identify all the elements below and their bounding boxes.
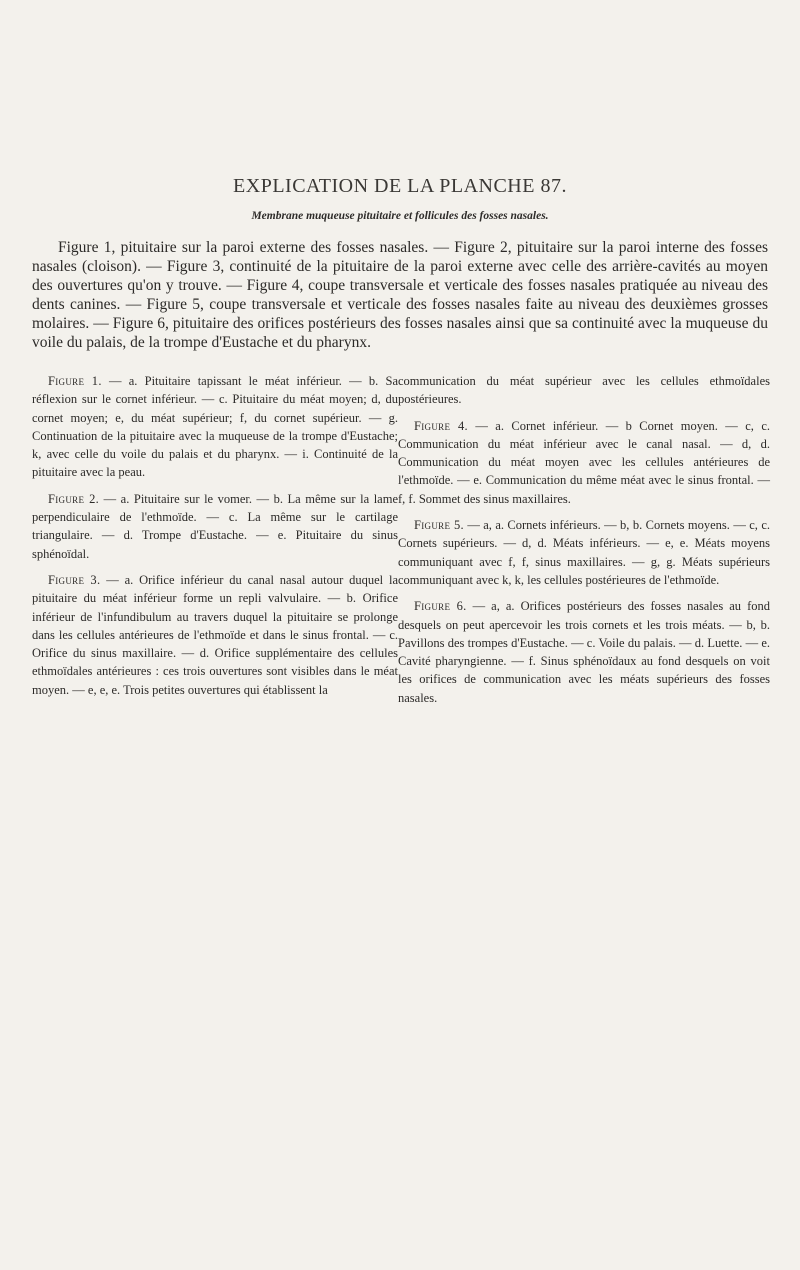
- figure-text: — a, a. Orifices postérieurs des fosses nasales au fond desquels on peut apercevoir les trois cornets et les trois méats. — b, b. Pavillons des trompes d'Eustache. — c. Voile du palais. — d. Luette. — e. Cavité pharyngienne. — f. Sinus sphénoïdaux au fond desquels on voit les orifices de communication avec les méats supérieurs des fosses nasales.: [398, 599, 770, 705]
- figure-text: — a. Cornet inférieur. — b Cornet moyen. — c, c. Communication du méat inférieur avec le canal nasal. — d, d. Communication du méat moyen avec les cellules antérieures de l'ethmoïde. — e. Communication du même méat avec le sinus frontal. — f, f. Sommet des sinus maxillaires.: [398, 418, 770, 506]
- figure-3-legend: [32, 571, 398, 699]
- figure-label: Figure 1.: [48, 374, 102, 388]
- figure-4-legend: [398, 417, 770, 508]
- figure-6-legend: [398, 597, 770, 707]
- figure-1-legend: [32, 372, 398, 482]
- figure-label: Figure 3.: [48, 572, 101, 587]
- figure-text: — a. Pituitaire sur le vomer. — b. La même sur la lame perpendiculaire de l'ethmoïde. — c. La même sur le cartilage triangulaire. — d. Trompe d'Eustache. — e. Pituitaire du sinus sphénoïdal.: [32, 491, 398, 561]
- figure-text: — a, a. Cornets inférieurs. — b, b. Cornets moyens. — c, c. Cornets supérieurs. — d, d. Méats inférieurs. — e, e. Méats moyens communiquant avec f, f, sinus maxillaires. — g, g. Méats supérieurs communiquant avec k, k, les cellules postérieures de l'ethmoïde.: [398, 518, 770, 587]
- figure-label: Figure 4.: [414, 418, 468, 433]
- figure-text: — a. Pituitaire tapissant le méat inférieur. — b. Sa réflexion sur le cornet inférieur. — c. Pituitaire du méat moyen; d, du cornet moyen; e, du méat supérieur; f, du cornet supérieur. — g. Continuation de la pituitaire avec la muqueuse de la trompe d'Eustache; k, avec celle du voile du palais et du pharynx. — i. Continuité de la pituitaire avec la peau.: [32, 374, 398, 480]
- page-subtitle: Membrane muqueuse pituitaire et follicules des fosses nasales.: [251, 210, 549, 222]
- right-column: [398, 372, 770, 715]
- figure-label: Figure 5.: [414, 518, 464, 533]
- intro-paragraph: Figure 1, pituitaire sur la paroi externe des fosses nasales. — Figure 2, pituitaire sur la paroi interne des fosses nasales (cloison). — Figure 3, continuité de la pituitaire de la paroi externe avec celle des arrière-cavités au moyen des ouvertures qu'on y trouve. — Figure 4, coupe transversale et verticale des fosses nasales pratiquée au niveau des dents canines. — Figure 5, coupe transversale et verticale des fosses nasales faite au niveau des deuxièmes grosses molaires. — Figure 6, pituitaire des orifices postérieurs des fosses nasales ainsi que sa continuité avec la muqueuse du voile du palais, de la trompe d'Eustache et du pharynx.: [32, 239, 768, 351]
- figure-label: Figure 2.: [48, 491, 100, 506]
- figure-5-legend: [398, 516, 770, 589]
- figure-label: Figure 6.: [414, 599, 467, 614]
- figure-3-continuation: communication du méat supérieur avec les cellules ethmoïdales postérieures.: [398, 374, 770, 407]
- figure-2-legend: [32, 490, 398, 563]
- figure-text: — a. Orifice inférieur du canal nasal autour duquel la pituitaire du méat inférieur forme un repli valvulaire. — b. Orifice inférieur de l'infundibulum au travers duquel la pituitaire se prolonge dans les cellules antérieures de l'ethmoïde et dans le sinus frontal. — c. Orifice du sinus maxillaire. — d. Orifice supplémentaire des cellules ethmoïdales antérieures : ces trois ouvertures sont visibles dans le méat moyen. — e, e, e. Trois petites ouvertures qui établissent la: [32, 572, 398, 697]
- left-column: [32, 372, 398, 707]
- page-title: EXPLICATION DE LA PLANCHE 87.: [233, 175, 567, 197]
